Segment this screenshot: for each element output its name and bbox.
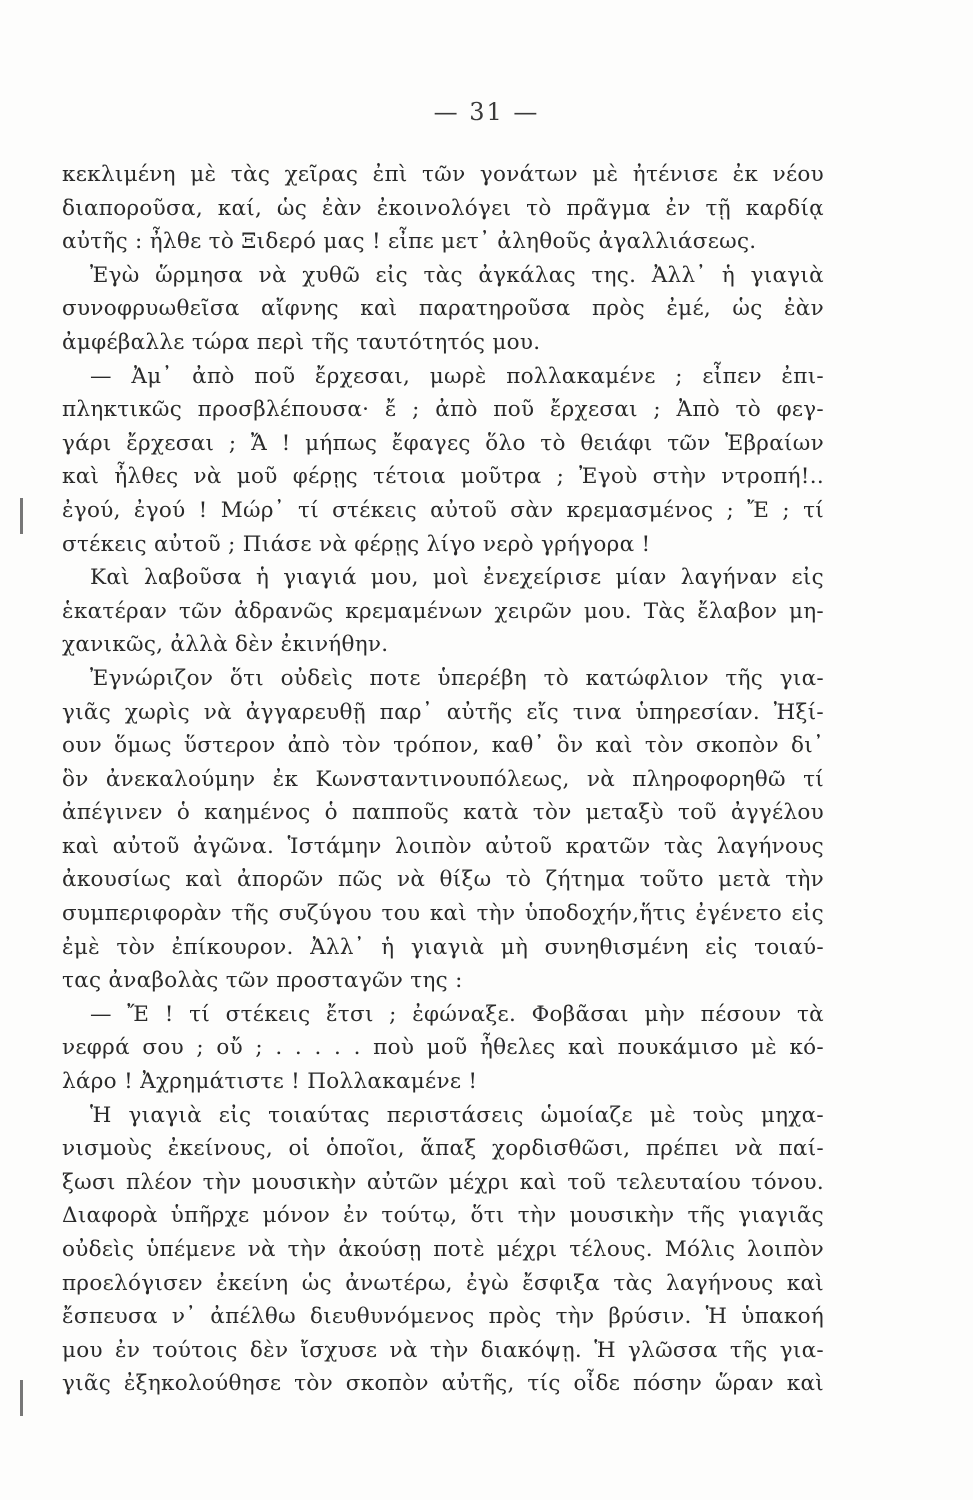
text-line: μου ἐν τούτοις δὲν ἴσχυσε νὰ τὴν διακόψῃ. Ἡ γλῶσσα τῆς για- — [62, 1337, 824, 1363]
text-line: ἔσπευσα ν᾽ ἀπέλθω διευθυνόμενος πρὸς τὴν βρύσιν. Ἡ ὑπακοή — [62, 1304, 824, 1330]
text-line: καὶ αὐτοῦ ἀγῶνα. Ἱστάμην λοιπὸν αὐτοῦ κρατῶν τὰς λαγήνους — [62, 833, 824, 859]
text-line: ἑκατέραν τῶν ἀδρανῶς κρεμαμένων χειρῶν μου. Τὰς ἔλαβον μη- — [62, 598, 824, 624]
text-line: γιᾶς ἐξηκολούθησε τὸν σκοπὸν αὐτῆς, τίς οἶδε πόσην ὥραν καὶ — [62, 1371, 824, 1397]
text-line: ἀπέγινεν ὁ καημένος ὁ παπποῦς κατὰ τὸν μεταξὺ τοῦ ἀγγέλου — [62, 800, 824, 826]
text-line: Ἡ γιαγιὰ εἰς τοιαύτας περιστάσεις ὡμοίαζε μὲ τοὺς μηχα- — [90, 1102, 824, 1128]
body-text — [62, 158, 824, 1401]
text-line: λάρο ! Ἀχρημάτιστε ! Πολλακαμένε ! — [62, 1069, 478, 1095]
text-line: κεκλιμένη μὲ τὰς χεῖρας ἐπὶ τῶν γονάτων μὲ ἠτένισε ἐκ νέου — [62, 162, 824, 187]
text-line: — Ἀμ᾽ ἀπὸ ποῦ ἔρχεσαι, μωρὲ πολλακαμένε ; εἶπεν ἐπι- — [90, 363, 824, 389]
text-line: συμπεριφορὰν τῆς συζύγου του καὶ τὴν ὑποδοχήν,ἥτις ἐγένετο εἰς — [62, 901, 824, 927]
page-number: — 31 — — [433, 98, 540, 126]
text-line: ἐμὲ τὸν ἐπίκουρον. Ἀλλ᾽ ἡ γιαγιὰ μὴ συνηθισμένη εἰς τοιαύ- — [62, 934, 824, 960]
text-line: καὶ ἦλθες νὰ μοῦ φέρῃς τέτοια μοῦτρα ; Ἐγοὺ στὴν ντροπή!.. — [62, 464, 824, 490]
text-line: χανικῶς, ἀλλὰ δὲν ἐκινήθην. — [62, 632, 389, 658]
text-line: αὐτῆς : ἦλθε τὸ Ξιδερό μας ! εἶπε μετ᾽ ἀληθοῦς ἀγαλλιάσεως. — [62, 229, 757, 255]
text-line: ἀμφέβαλλε τώρα περὶ τῆς ταυτότητός μου. — [62, 329, 541, 355]
text-line: Ἐγνώριζον ὅτι οὐδεὶς ποτε ὑπερέβη τὸ κατώφλιον τῆς για- — [90, 665, 824, 691]
text-line: στέκεις αὐτοῦ ; Πιάσε νὰ φέρῃς λίγο νερὸ γρήγορα ! — [62, 531, 651, 557]
text-line: πληκτικῶς προσβλέπουσα· ἔ ; ἀπὸ ποῦ ἔρχεσαι ; Ἀπὸ τὸ φεγ- — [62, 397, 824, 423]
text-line: ὃν ἀνεκαλούμην ἐκ Κωνσταντινουπόλεως, νὰ πληροφορηθῶ τί — [62, 766, 824, 792]
scan-edge-mark — [20, 498, 23, 534]
text-line: τας ἀναβολὰς τῶν προσταγῶν της : — [62, 968, 463, 994]
text-line: γιᾶς χωρὶς νὰ ἀγγαρευθῇ παρ᾽ αὐτῆς εἴς τινα ὑπηρεσίαν. Ἠξί- — [62, 699, 824, 725]
text-line: ουν ὅμως ὕστερον ἀπὸ τὸν τρόπον, καθ᾽ ὃν καὶ τὸν σκοπὸν δι᾽ — [62, 733, 824, 759]
text-line: προελόγισεν ἐκείνη ὡς ἀνωτέρω, ἐγὼ ἔσφιξα τὰς λαγήνους καὶ — [62, 1270, 824, 1296]
text-line: — Ἔ ! τί στέκεις ἔτσι ; ἐφώναξε. Φοβᾶσαι μὴν πέσουν τὰ — [90, 1001, 824, 1027]
text-line: νεφρά σου ; οὔ ; . . . . . ποὺ μοῦ ἦθελες καὶ πουκάμισο μὲ κό- — [62, 1035, 824, 1061]
text-line: νισμοὺς ἐκείνους, οἱ ὁποῖοι, ἅπαξ χορδισθῶσι, πρέπει νὰ παί- — [62, 1136, 824, 1162]
text-line: συνοφρυωθεῖσα αἴφνης καὶ παρατηροῦσα πρὸς ἐμέ, ὡς ἐὰν — [62, 296, 824, 322]
text-line: οὐδεὶς ὑπέμενε νὰ τὴν ἀκούσῃ ποτὲ μέχρι τέλους. Μόλις λοιπὸν — [62, 1237, 824, 1262]
text-line: Ἐγὼ ὥρμησα νὰ χυθῶ εἰς τὰς ἀγκάλας της. Ἀλλ᾽ ἡ γιαγιὰ — [90, 262, 824, 288]
text-line: Διαφορὰ ὑπῆρχε μόνον ἐν τούτῳ, ὅτι τὴν μουσικὴν τῆς γιαγιᾶς — [62, 1203, 824, 1229]
text-line: ἀκουσίως καὶ ἀπορῶν πῶς νὰ θίξω τὸ ζήτημα τοῦτο μετὰ τὴν — [62, 867, 824, 893]
scan-edge-mark — [20, 1380, 23, 1416]
text-line: ἐγού, ἐγού ! Μώρ᾽ τί στέκεις αὐτοῦ σὰν κρεμασμένος ; Ἔ ; τί — [62, 497, 824, 523]
text-line: ξωσι πλέον τὴν μουσικὴν αὐτῶν μέχρι καὶ τοῦ τελευταίου τόνου. — [62, 1169, 824, 1195]
text-line: διαποροῦσα, καί, ὡς ἐὰν ἐκοινολόγει τὸ πρᾶγμα ἐν τῇ καρδίᾳ — [62, 195, 824, 221]
text-line: γάρι ἔρχεσαι ; Ἄ ! μήπως ἔφαγες ὅλο τὸ θειάφι τῶν Ἑβραίων — [62, 430, 824, 456]
text-line: Καὶ λαβοῦσα ἡ γιαγιά μου, μοὶ ἐνεχείρισε μίαν λαγήναν εἰς — [90, 565, 824, 591]
